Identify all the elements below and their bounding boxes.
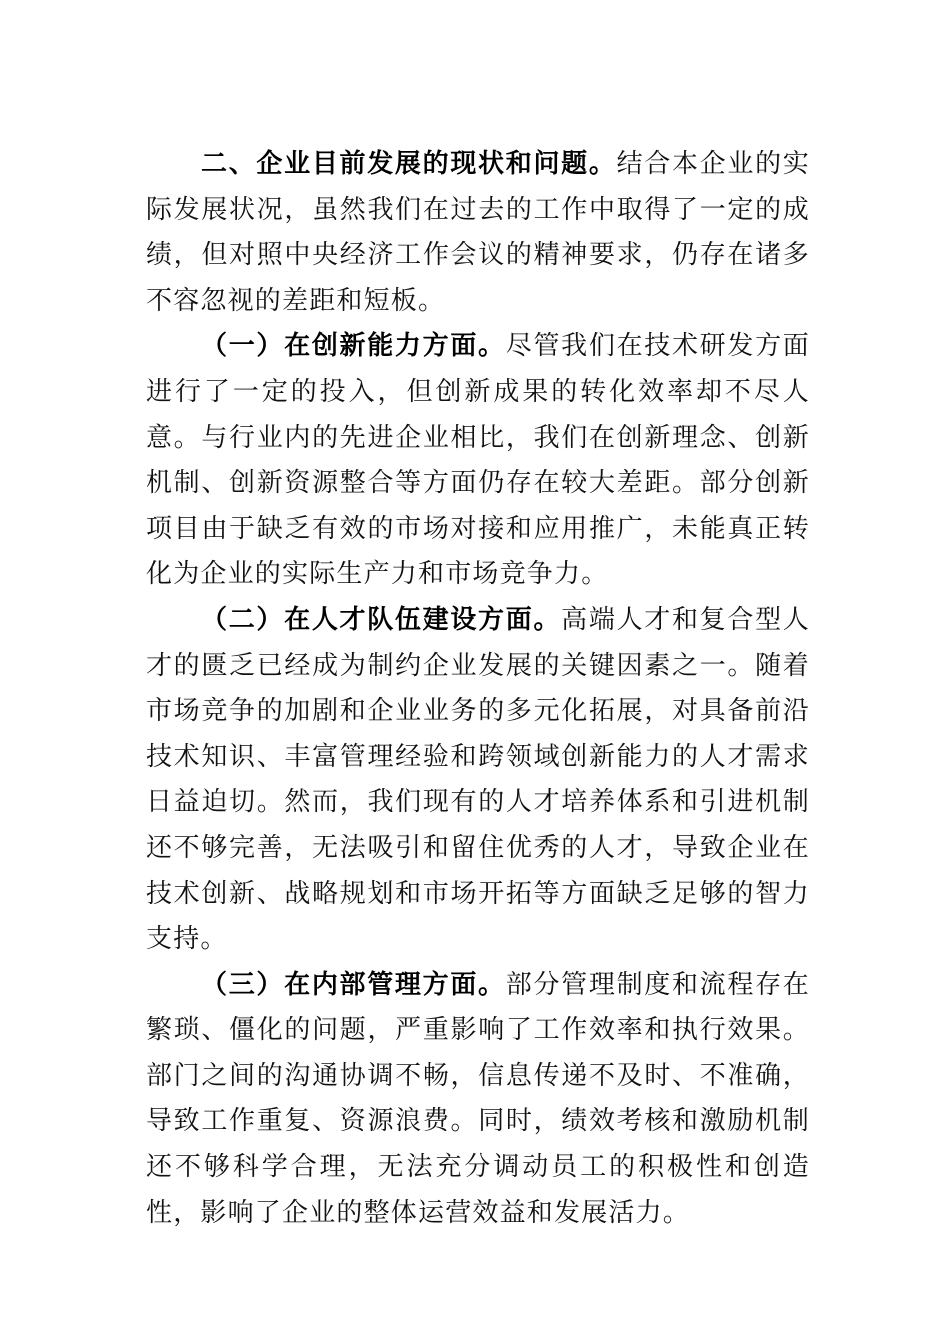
subsection-three-text: 部分管理制度和流程存在繁琐、僵化的问题，严重影响了工作效率和执行效果。部门之间的沟通协调不畅，信息传递不及时、不准确，导致工作重复、资源浪费。同时，绩效考核和激励机制还不够科学合理，无法充分调动员工的积极性和创造性，影响了企业的整体运营效益和发展活力。 — [146, 969, 810, 1228]
section-two-paragraph — [146, 142, 810, 324]
subsection-two-text: 高端人才和复合型人才的匮乏已经成为制约企业发展的关键因素之一。随着市场竞争的加剧和企业业务的多元化拓展，对具备前沿技术知识、丰富管理经验和跨领域创新能力的人才需求日益迫切。然而，我们现有的人才培养体系和引进机制还不够完善，无法吸引和留住优秀的人才，导致企业在技术创新、战略规划和市场开拓等方面缺乏足够的智力支持。 — [146, 604, 810, 955]
subsection-three-heading: （三）在内部管理方面。 — [201, 969, 506, 1000]
subsection-two-heading: （二）在人才队伍建设方面。 — [201, 604, 562, 635]
section-two-text: 结合本企业的实际发展状况，虽然我们在过去的工作中取得了一定的成绩，但对照中央经济工作会议的精神要求，仍存在诸多不容忽视的差距和短板。 — [146, 149, 810, 316]
subsection-one-text: 尽管我们在技术研发方面进行了一定的投入，但创新成果的转化效率却不尽人意。与行业内的先进企业相比，我们在创新理念、创新机制、创新资源整合等方面仍存在较大差距。部分创新项目由于缺乏有效的市场对接和应用推广，未能真正转化为企业的实际生产力和市场竞争力。 — [146, 331, 810, 590]
section-two-heading: 二、企业目前发展的现状和问题。 — [201, 149, 617, 179]
subsection-two-paragraph — [146, 598, 810, 963]
subsection-one-heading: （一）在创新能力方面。 — [201, 331, 506, 362]
subsection-one-paragraph — [146, 324, 810, 598]
subsection-three-paragraph — [146, 963, 810, 1237]
document-body — [146, 142, 810, 1236]
